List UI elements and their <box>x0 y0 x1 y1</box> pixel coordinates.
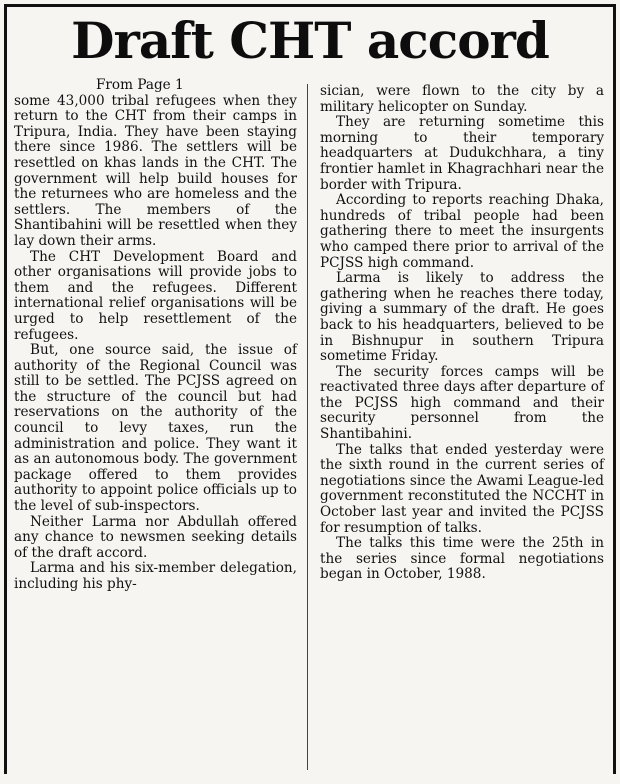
article-column-right <box>320 84 604 583</box>
left-border-rule <box>4 4 7 774</box>
paragraph: The talks that ended yesterday were the sixth round in the current series of negotiations since the Awami League-led government reconstituted the NCCHT in October last year and invited the PCJSS for resumption of talks. <box>320 441 604 536</box>
top-border-rule <box>4 4 616 7</box>
article-column-left <box>14 78 297 593</box>
dateline: From Page 1 <box>96 77 184 93</box>
column-divider <box>307 84 308 770</box>
right-border-rule <box>613 4 616 774</box>
paragraph: But, one source said, the issue of authority of the Regional Council was still to be settled. The PCJSS agreed on the structure of the council but had reservations on the authority of the council to levy taxes, run the administration and police. They want it as an autonomous body. The government package offered to them provides authority to appoint police officials up to the level of sub-inspectors. <box>14 342 297 515</box>
paragraph: The CHT Development Board and other organisations will provide jobs to them and the refugees. Different international relief organisations will be urged to help resettlement of the refugees. <box>14 248 297 343</box>
paragraph: Larma is likely to address the gathering when he reaches there today, giving a summary of the draft. He goes back to his headquarters, believed to be in Bishnupur in southern Tripura sometime Friday. <box>320 270 604 365</box>
paragraph: sician, were flown to the city by a military helicopter on Sunday. <box>320 83 604 115</box>
headline: Draft CHT accord <box>71 11 549 70</box>
paragraph: Neither Larma nor Abdullah offered any chance to newsmen seeking details of the draft accord. <box>14 513 297 561</box>
paragraph: Larma and his six-member delegation, including his phy- <box>14 560 297 592</box>
paragraph: They are returning sometime this morning to their temporary headquarters at Dudukchhara, a tiny frontier hamlet in Khagrachhari near the border with Tripura. <box>320 114 604 193</box>
paragraph: some 43,000 tribal refugees when they return to the CHT from their camps in Tripura, India. They have been staying there since 1986. The settlers will be resettled on khas lands in the CHT. The government will help build houses for the returnees who are homeless and the settlers. The members of the Shantibahini will be resettled when they lay down their arms. <box>14 92 297 249</box>
paragraph: The talks this time were the 25th in the series since formal negotiations began in October, 1988. <box>320 535 604 583</box>
paragraph: The security forces camps will be reactivated three days after departure of the PCJSS high command and their security personnel from the Shantibahini. <box>320 363 604 443</box>
paragraph: According to reports reaching Dhaka, hundreds of tribal people had been gathering there to meet the insurgents who camped there prior to arrival of the PCJSS high command. <box>320 192 604 271</box>
